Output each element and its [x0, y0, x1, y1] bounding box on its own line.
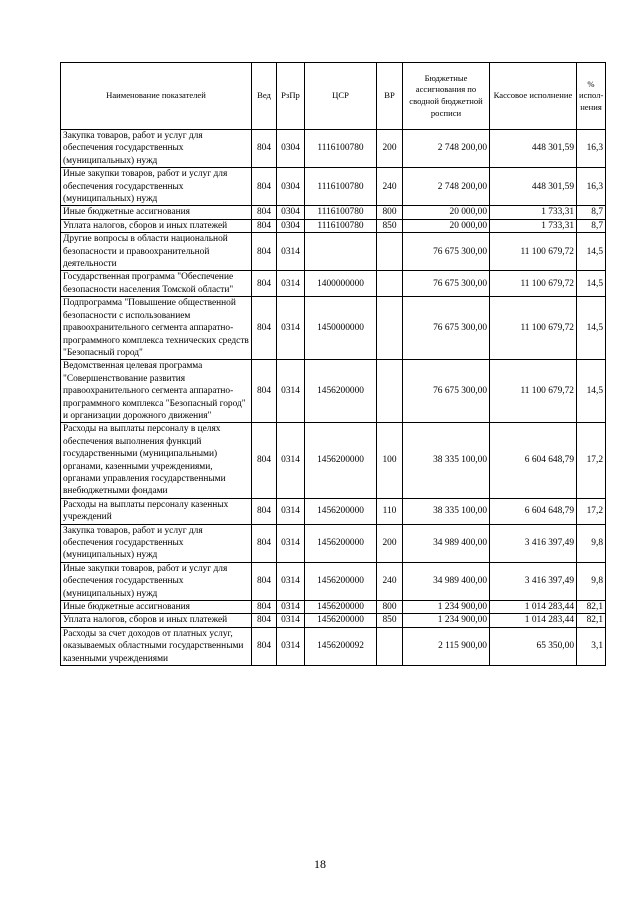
table-row	[61, 601, 606, 614]
cell-percent: 8,7	[577, 206, 606, 219]
cell-cash: 1 014 283,44	[490, 601, 577, 614]
cell-name: Закупка товаров, работ и услуг для обеспечения государственных (муниципальных) нужд	[61, 524, 252, 562]
cell-csr: 1116100780	[305, 206, 377, 219]
header-rzpr: РзПр	[277, 63, 305, 130]
cell-name: Иные бюджетные ассигнования	[61, 206, 252, 219]
cell-rzpr: 0314	[277, 297, 305, 360]
cell-cash: 11 100 679,72	[490, 297, 577, 360]
cell-vr: 240	[377, 168, 403, 206]
header-budget: Бюджетные ассигнования по сводной бюджетной росписи	[403, 63, 490, 130]
table-body	[61, 130, 606, 666]
cell-cash: 65 350,00	[490, 627, 577, 665]
cell-csr: 1456200000	[305, 498, 377, 524]
cell-ved: 804	[252, 360, 277, 423]
cell-percent: 14,5	[577, 233, 606, 271]
cell-budget: 34 989 400,00	[403, 524, 490, 562]
cell-cash: 1 733,31	[490, 219, 577, 232]
cell-vr: 200	[377, 130, 403, 168]
cell-name: Подпрограмма "Повышение общественной безопасности с использованием правоохранительного сегмента аппаратно-программного комплекса технических средств "Безопасный город"	[61, 297, 252, 360]
cell-ved: 804	[252, 627, 277, 665]
cell-budget: 2 748 200,00	[403, 168, 490, 206]
cell-cash: 6 604 648,79	[490, 498, 577, 524]
cell-budget: 2 115 900,00	[403, 627, 490, 665]
cell-rzpr: 0314	[277, 627, 305, 665]
cell-percent: 9,8	[577, 524, 606, 562]
cell-cash: 3 416 397,49	[490, 562, 577, 600]
cell-vr: 110	[377, 498, 403, 524]
cell-name: Расходы за счет доходов от платных услуг, оказываемых областными государственными казенными учреждениями	[61, 627, 252, 665]
cell-cash: 11 100 679,72	[490, 360, 577, 423]
cell-rzpr: 0304	[277, 219, 305, 232]
cell-vr: 800	[377, 601, 403, 614]
cell-vr	[377, 297, 403, 360]
cell-vr	[377, 233, 403, 271]
cell-budget: 20 000,00	[403, 206, 490, 219]
cell-cash: 1 733,31	[490, 206, 577, 219]
table-row	[61, 297, 606, 360]
cell-budget: 1 234 900,00	[403, 601, 490, 614]
cell-percent: 82,1	[577, 601, 606, 614]
cell-budget: 20 000,00	[403, 219, 490, 232]
cell-cash: 11 100 679,72	[490, 271, 577, 297]
cell-name: Иные закупки товаров, работ и услуг для обеспечения государственных (муниципальных) нужд	[61, 168, 252, 206]
cell-name: Другие вопросы в области национальной безопасности и правоохранительной деятельности	[61, 233, 252, 271]
cell-percent: 3,1	[577, 627, 606, 665]
cell-rzpr: 0314	[277, 614, 305, 627]
cell-ved: 804	[252, 562, 277, 600]
cell-budget: 76 675 300,00	[403, 271, 490, 297]
cell-csr: 1456200000	[305, 524, 377, 562]
table-row	[61, 562, 606, 600]
cell-rzpr: 0314	[277, 271, 305, 297]
cell-percent: 17,2	[577, 423, 606, 498]
cell-ved: 804	[252, 130, 277, 168]
cell-rzpr: 0304	[277, 206, 305, 219]
table-row	[61, 614, 606, 627]
page-number: 18	[314, 857, 326, 871]
header-csr: ЦСР	[305, 63, 377, 130]
cell-name: Закупка товаров, работ и услуг для обеспечения государственных (муниципальных) нужд	[61, 130, 252, 168]
cell-budget: 76 675 300,00	[403, 297, 490, 360]
table-row	[61, 360, 606, 423]
cell-csr: 1456200000	[305, 601, 377, 614]
cell-budget: 34 989 400,00	[403, 562, 490, 600]
cell-rzpr: 0314	[277, 360, 305, 423]
cell-ved: 804	[252, 423, 277, 498]
cell-budget: 76 675 300,00	[403, 233, 490, 271]
cell-name: Иные бюджетные ассигнования	[61, 601, 252, 614]
cell-ved: 804	[252, 168, 277, 206]
cell-vr: 200	[377, 524, 403, 562]
cell-percent: 82,1	[577, 614, 606, 627]
cell-csr: 1456200092	[305, 627, 377, 665]
table-row	[61, 168, 606, 206]
cell-vr: 800	[377, 206, 403, 219]
cell-ved: 804	[252, 271, 277, 297]
cell-csr: 1450000000	[305, 297, 377, 360]
cell-budget: 38 335 100,00	[403, 423, 490, 498]
cell-csr: 1456200000	[305, 614, 377, 627]
cell-ved: 804	[252, 233, 277, 271]
cell-cash: 11 100 679,72	[490, 233, 577, 271]
cell-rzpr: 0314	[277, 423, 305, 498]
cell-percent: 16,3	[577, 130, 606, 168]
cell-percent: 17,2	[577, 498, 606, 524]
cell-csr: 1116100780	[305, 130, 377, 168]
header-vr: ВР	[377, 63, 403, 130]
cell-vr	[377, 271, 403, 297]
cell-ved: 804	[252, 297, 277, 360]
table-row	[61, 498, 606, 524]
table-row	[61, 524, 606, 562]
cell-budget: 2 748 200,00	[403, 130, 490, 168]
cell-csr: 1456200000	[305, 360, 377, 423]
cell-percent: 14,5	[577, 297, 606, 360]
header-cash: Кассовое исполнение	[490, 63, 577, 130]
cell-rzpr: 0314	[277, 524, 305, 562]
cell-rzpr: 0314	[277, 233, 305, 271]
cell-ved: 804	[252, 614, 277, 627]
cell-name: Иные закупки товаров, работ и услуг для обеспечения государственных (муниципальных) нужд	[61, 562, 252, 600]
cell-csr: 1456200000	[305, 562, 377, 600]
cell-ved: 804	[252, 498, 277, 524]
table-row	[61, 219, 606, 232]
cell-csr: 1116100780	[305, 168, 377, 206]
cell-name: Расходы на выплаты персоналу в целях обеспечения выполнения функций государственными (муниципальными) органами, казенными учреждениями, органами управления государственными внебюджетными фондами	[61, 423, 252, 498]
cell-percent: 8,7	[577, 219, 606, 232]
cell-csr: 1116100780	[305, 219, 377, 232]
cell-ved: 804	[252, 601, 277, 614]
cell-budget: 38 335 100,00	[403, 498, 490, 524]
cell-vr: 100	[377, 423, 403, 498]
cell-cash: 1 014 283,44	[490, 614, 577, 627]
cell-vr: 240	[377, 562, 403, 600]
cell-budget: 1 234 900,00	[403, 614, 490, 627]
table-row	[61, 130, 606, 168]
cell-percent: 14,5	[577, 271, 606, 297]
cell-ved: 804	[252, 524, 277, 562]
cell-percent: 9,8	[577, 562, 606, 600]
budget-execution-table	[60, 62, 606, 666]
cell-name: Уплата налогов, сборов и иных платежей	[61, 614, 252, 627]
cell-ved: 804	[252, 206, 277, 219]
cell-cash: 6 604 648,79	[490, 423, 577, 498]
cell-rzpr: 0304	[277, 130, 305, 168]
cell-cash: 448 301,59	[490, 168, 577, 206]
header-ved: Вед	[252, 63, 277, 130]
table-row	[61, 206, 606, 219]
header-percent: % испол-нения	[577, 63, 606, 130]
cell-name: Государственная программа "Обеспечение безопасности населения Томской области"	[61, 271, 252, 297]
cell-rzpr: 0314	[277, 498, 305, 524]
table-row	[61, 423, 606, 498]
table-row	[61, 627, 606, 665]
cell-vr	[377, 627, 403, 665]
table-header-row	[61, 63, 606, 130]
cell-ved: 804	[252, 219, 277, 232]
cell-vr: 850	[377, 614, 403, 627]
cell-rzpr: 0314	[277, 562, 305, 600]
cell-cash: 448 301,59	[490, 130, 577, 168]
cell-percent: 14,5	[577, 360, 606, 423]
cell-rzpr: 0314	[277, 601, 305, 614]
cell-rzpr: 0304	[277, 168, 305, 206]
table-row	[61, 271, 606, 297]
cell-percent: 16,3	[577, 168, 606, 206]
cell-csr: 1456200000	[305, 423, 377, 498]
cell-csr	[305, 233, 377, 271]
header-name: Наименование показателей	[61, 63, 252, 130]
cell-name: Уплата налогов, сборов и иных платежей	[61, 219, 252, 232]
cell-name: Расходы на выплаты персоналу казенных учреждений	[61, 498, 252, 524]
cell-vr: 850	[377, 219, 403, 232]
table-row	[61, 233, 606, 271]
cell-name: Ведомственная целевая программа "Совершенствование развития правоохранительного сегмента аппаратно-программного комплекса "Безопасный город" и организации дорожного движения"	[61, 360, 252, 423]
cell-vr	[377, 360, 403, 423]
cell-csr: 1400000000	[305, 271, 377, 297]
cell-budget: 76 675 300,00	[403, 360, 490, 423]
cell-cash: 3 416 397,49	[490, 524, 577, 562]
